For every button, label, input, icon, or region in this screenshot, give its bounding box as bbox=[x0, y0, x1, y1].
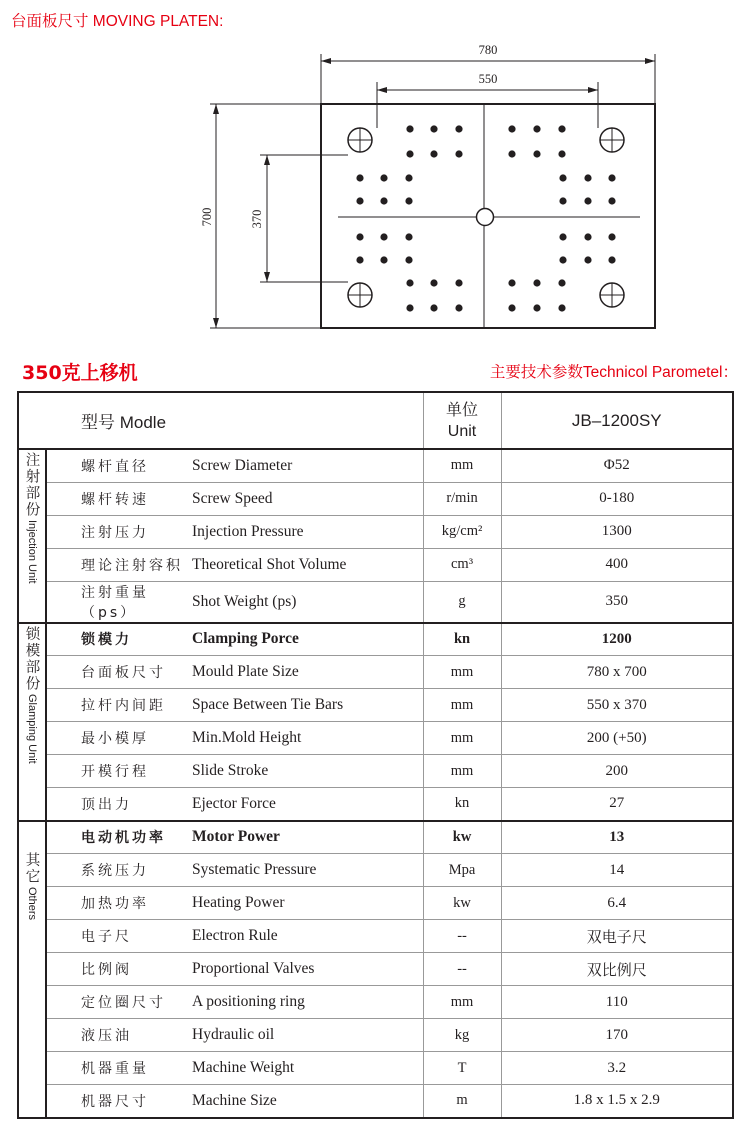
group-label-en: Injection Unit bbox=[26, 520, 38, 584]
mounting-hole-dot bbox=[533, 304, 540, 311]
mounting-hole-dot bbox=[430, 304, 437, 311]
param-name-cn: 台面板尺寸 bbox=[46, 656, 192, 689]
param-name-en: Hydraulic oil bbox=[192, 1019, 423, 1052]
dim-height-label: 700 bbox=[200, 207, 214, 227]
param-unit: mm bbox=[423, 755, 501, 788]
plate-title: 台面板尺寸 MOVING PLATEN: bbox=[11, 13, 224, 30]
param-unit: Mpa bbox=[423, 854, 501, 887]
param-name-en: Shot Weight (ps) bbox=[192, 581, 423, 623]
param-unit: kn bbox=[423, 623, 501, 656]
mounting-hole-dot bbox=[455, 125, 462, 132]
mounting-hole-dot bbox=[508, 304, 515, 311]
param-name-cn: 机器尺寸 bbox=[46, 1085, 192, 1118]
dim-tiebar-v-label: 370 bbox=[250, 209, 264, 229]
mounting-hole-dot bbox=[356, 197, 363, 204]
dim-tiebar-h-label: 550 bbox=[478, 72, 498, 86]
mounting-hole-dot bbox=[430, 279, 437, 286]
group-label-cell bbox=[18, 449, 46, 623]
param-name-en: Slide Stroke bbox=[192, 755, 423, 788]
table-row bbox=[18, 548, 733, 581]
mounting-hole-dot bbox=[455, 150, 462, 157]
param-unit: T bbox=[423, 1052, 501, 1085]
param-value: 27 bbox=[501, 788, 733, 821]
table-row bbox=[18, 482, 733, 515]
group-label-en: Others bbox=[26, 886, 38, 920]
table-row bbox=[18, 821, 733, 854]
table-row bbox=[18, 986, 733, 1019]
param-value: 1300 bbox=[501, 515, 733, 548]
param-name-en: Systematic Pressure bbox=[192, 854, 423, 887]
dim-width-label: 780 bbox=[478, 43, 498, 57]
param-name-en: Machine Weight bbox=[192, 1052, 423, 1085]
table-row bbox=[18, 623, 733, 656]
table-row bbox=[18, 788, 733, 821]
header-unit-cn: 单位 bbox=[446, 401, 479, 419]
table-row bbox=[18, 953, 733, 986]
param-unit: mm bbox=[423, 656, 501, 689]
mounting-hole-dot bbox=[430, 125, 437, 132]
param-value: 6.4 bbox=[501, 887, 733, 920]
mounting-hole-dot bbox=[558, 150, 565, 157]
param-value: 200 (+50) bbox=[501, 722, 733, 755]
param-name-en: Mould Plate Size bbox=[192, 656, 423, 689]
mounting-hole-dot bbox=[455, 304, 462, 311]
param-name-cn: 电子尺 bbox=[46, 920, 192, 953]
param-value: 550 x 370 bbox=[501, 689, 733, 722]
mounting-hole-dot bbox=[608, 233, 615, 240]
param-name-en: Motor Power bbox=[192, 821, 423, 854]
table-row bbox=[18, 449, 733, 482]
param-value: 14 bbox=[501, 854, 733, 887]
param-name-en: Proportional Valves bbox=[192, 953, 423, 986]
mounting-hole-dot bbox=[405, 197, 412, 204]
table-header-row bbox=[18, 392, 733, 449]
param-unit: mm bbox=[423, 722, 501, 755]
param-name-en: Min.Mold Height bbox=[192, 722, 423, 755]
param-name-en: Screw Diameter bbox=[192, 449, 423, 482]
table-row bbox=[18, 581, 733, 623]
param-name-cn: 顶出力 bbox=[46, 788, 192, 821]
mounting-hole-dot bbox=[559, 233, 566, 240]
param-name-cn: 机器重量 bbox=[46, 1052, 192, 1085]
mounting-hole-dot bbox=[584, 233, 591, 240]
mounting-hole-dot bbox=[406, 150, 413, 157]
param-unit: -- bbox=[423, 920, 501, 953]
table-row bbox=[18, 1085, 733, 1118]
param-unit: cm³ bbox=[423, 548, 501, 581]
param-value: 0-180 bbox=[501, 482, 733, 515]
table-row bbox=[18, 920, 733, 953]
param-value: 双比例尺 bbox=[501, 953, 733, 986]
mounting-hole-dot bbox=[584, 256, 591, 263]
table-row bbox=[18, 656, 733, 689]
mounting-hole-dot bbox=[380, 197, 387, 204]
param-unit: kw bbox=[423, 821, 501, 854]
mounting-hole-dot bbox=[608, 197, 615, 204]
table-row bbox=[18, 1052, 733, 1085]
mounting-hole-dot bbox=[405, 233, 412, 240]
table-row bbox=[18, 722, 733, 755]
param-name-cn: 锁模力 bbox=[46, 623, 192, 656]
mounting-hole-dot bbox=[508, 279, 515, 286]
mounting-hole-dot bbox=[558, 125, 565, 132]
header-model: 型号 Modle bbox=[18, 392, 423, 449]
param-value: 350 bbox=[501, 581, 733, 623]
param-unit: kg/cm² bbox=[423, 515, 501, 548]
param-value: 1200 bbox=[501, 623, 733, 656]
param-name-cn: 电动机功率 bbox=[46, 821, 192, 854]
mounting-hole-dot bbox=[558, 304, 565, 311]
param-unit: mm bbox=[423, 689, 501, 722]
param-unit: r/min bbox=[423, 482, 501, 515]
group-label-cell bbox=[18, 821, 46, 1118]
param-name-cn: 液压油 bbox=[46, 1019, 192, 1052]
platen-drawing bbox=[0, 0, 750, 345]
mounting-hole-dot bbox=[380, 256, 387, 263]
table-row bbox=[18, 689, 733, 722]
mounting-hole-dot bbox=[559, 174, 566, 181]
param-value: Φ52 bbox=[501, 449, 733, 482]
mounting-hole-dot bbox=[559, 197, 566, 204]
param-name-en: Ejector Force bbox=[192, 788, 423, 821]
param-name-cn: 螺杆转速 bbox=[46, 482, 192, 515]
param-name-cn: 注射重量（ps） bbox=[46, 581, 192, 623]
mounting-hole-dot bbox=[455, 279, 462, 286]
mounting-hole-dot bbox=[533, 125, 540, 132]
header-unit bbox=[423, 392, 501, 449]
param-value: 13 bbox=[501, 821, 733, 854]
param-name-cn: 系统压力 bbox=[46, 854, 192, 887]
param-name-cn: 拉杆内间距 bbox=[46, 689, 192, 722]
param-value: 1.8 x 1.5 x 2.9 bbox=[501, 1085, 733, 1118]
param-value: 780 x 700 bbox=[501, 656, 733, 689]
group-label-en: Glamping Unit bbox=[26, 693, 38, 764]
param-unit: m bbox=[423, 1085, 501, 1118]
mounting-hole-dot bbox=[406, 304, 413, 311]
param-unit: -- bbox=[423, 953, 501, 986]
param-name-en: Machine Size bbox=[192, 1085, 423, 1118]
table-row bbox=[18, 515, 733, 548]
param-name-en: Injection Pressure bbox=[192, 515, 423, 548]
header-value: JB–1200SY bbox=[501, 392, 733, 449]
table-row bbox=[18, 755, 733, 788]
mounting-hole-dot bbox=[430, 150, 437, 157]
param-name-cn: 开模行程 bbox=[46, 755, 192, 788]
param-unit: mm bbox=[423, 449, 501, 482]
param-value: 110 bbox=[501, 986, 733, 1019]
mounting-hole-dot bbox=[584, 197, 591, 204]
param-value: 3.2 bbox=[501, 1052, 733, 1085]
param-name-en: Space Between Tie Bars bbox=[192, 689, 423, 722]
mounting-hole-dot bbox=[380, 233, 387, 240]
param-unit: kg bbox=[423, 1019, 501, 1052]
mounting-hole-dot bbox=[584, 174, 591, 181]
param-name-cn: 螺杆直径 bbox=[46, 449, 192, 482]
group-label-cn: 注射部份 bbox=[23, 452, 40, 518]
mounting-hole-dot bbox=[533, 150, 540, 157]
mounting-hole-dot bbox=[356, 174, 363, 181]
param-name-cn: 加热功率 bbox=[46, 887, 192, 920]
param-unit: kw bbox=[423, 887, 501, 920]
table-row bbox=[18, 887, 733, 920]
param-name-en: Theoretical Shot Volume bbox=[192, 548, 423, 581]
param-unit: kn bbox=[423, 788, 501, 821]
mounting-hole-dot bbox=[406, 125, 413, 132]
spec-table bbox=[17, 391, 734, 1119]
params-title: 主要技术参数Technicol Parometel： bbox=[489, 364, 738, 381]
param-name-cn: 注射压力 bbox=[46, 515, 192, 548]
param-name-cn: 比例阀 bbox=[46, 953, 192, 986]
param-value: 双电子尺 bbox=[501, 920, 733, 953]
group-label-cn: 锁模部份 bbox=[23, 625, 40, 692]
mounting-hole-dot bbox=[508, 125, 515, 132]
group-label-cn: 其它 bbox=[23, 851, 40, 885]
mounting-hole-dot bbox=[356, 256, 363, 263]
param-name-cn: 定位圈尺寸 bbox=[46, 986, 192, 1019]
header-unit-en: Unit bbox=[447, 422, 477, 440]
mounting-hole-dot bbox=[405, 174, 412, 181]
param-name-cn: 最小模厚 bbox=[46, 722, 192, 755]
table-row bbox=[18, 1019, 733, 1052]
mounting-hole-dot bbox=[380, 174, 387, 181]
param-name-en: Electron Rule bbox=[192, 920, 423, 953]
mounting-hole-dot bbox=[558, 279, 565, 286]
param-value: 400 bbox=[501, 548, 733, 581]
mounting-hole-dot bbox=[608, 256, 615, 263]
mounting-hole-dot bbox=[559, 256, 566, 263]
mounting-hole-dot bbox=[608, 174, 615, 181]
param-unit: g bbox=[423, 581, 501, 623]
mounting-hole-dot bbox=[356, 233, 363, 240]
param-unit: mm bbox=[423, 986, 501, 1019]
param-name-en: Heating Power bbox=[192, 887, 423, 920]
param-value: 200 bbox=[501, 755, 733, 788]
param-name-en: Clamping Porce bbox=[192, 623, 423, 656]
mounting-hole-dot bbox=[508, 150, 515, 157]
model-title: 350克上移机 bbox=[22, 362, 138, 384]
param-value: 170 bbox=[501, 1019, 733, 1052]
mounting-hole-dot bbox=[405, 256, 412, 263]
table-row bbox=[18, 854, 733, 887]
param-name-cn: 理论注射容积 bbox=[46, 548, 192, 581]
mounting-hole-dot bbox=[406, 279, 413, 286]
mounting-hole-dot bbox=[533, 279, 540, 286]
param-name-en: A positioning ring bbox=[192, 986, 423, 1019]
param-name-en: Screw Speed bbox=[192, 482, 423, 515]
